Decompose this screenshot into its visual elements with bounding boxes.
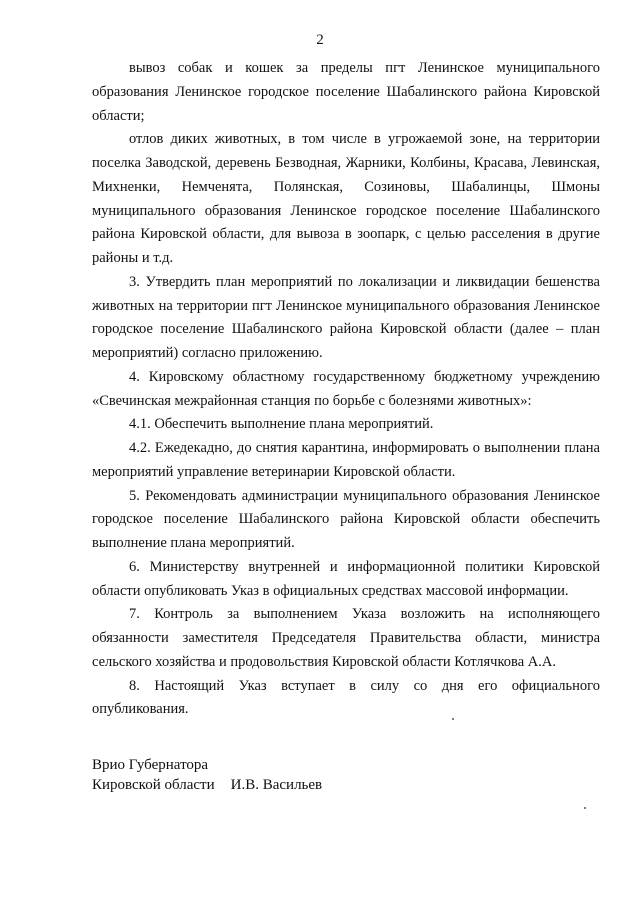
scan-speck	[452, 718, 454, 720]
paragraph: 5. Рекомендовать администрации муниципального образования Ленинское городское поселение Шабалинского района Кировской области обеспечить выполнение плана мероприятий.	[92, 487, 600, 551]
signature-block	[92, 755, 322, 795]
signatory-region: Кировской области	[92, 777, 215, 793]
page-number: 2	[316, 32, 324, 48]
signatory-position: Врио Губернатора	[92, 757, 209, 773]
paragraph: 8. Настоящий Указ вступает в силу со дня его официального опубликования.	[92, 677, 600, 718]
scan-speck	[584, 807, 586, 809]
document-body	[92, 57, 600, 722]
signatory-region-line	[92, 775, 322, 795]
paragraph: 7. Контроль за выполнением Указа возложить на исполняющего обязанности заместителя Председателя Правительства области, министра сельского хозяйства и продовольствия Кировской области Котлячкова А.А.	[92, 606, 600, 670]
paragraph: 6. Министерству внутренней и информационной политики Кировской области опубликовать Указ в официальных средствах массовой информации.	[92, 558, 600, 599]
paragraph: 4.1. Обеспечить выполнение плана мероприятий.	[129, 416, 434, 433]
paragraph: 4. Кировскому областному государственному бюджетному учреждению «Свечинская межрайонная станция по борьбе с болезнями животных»:	[92, 368, 600, 409]
paragraph: отлов диких животных, в том числе в угрожаемой зоне, на территории поселка Заводской, деревень Безводная, Жарники, Колбины, Красава, Левинская, Михненки, Немченята, Полянская, Созиновы, Шабалинцы, Шмоны муниципального образования Ленинское городское поселение Шабалинского района Кировской области, для вывоза в зоопарк, с целью расселения в другие районы и т.д.	[92, 131, 600, 266]
paragraph: 4.2. Ежедекадно, до снятия карантина, информировать о выполнении плана мероприятий управление ветеринарии Кировской области.	[92, 440, 600, 480]
paragraph: вывоз собак и кошек за пределы пгт Ленинское муниципального образования Ленинское городское поселение Шабалинского района Кировской области;	[92, 60, 600, 124]
paragraph: 3. Утвердить план мероприятий по локализации и ликвидации бешенства животных на территории пгт Ленинское муниципального образования Ленинское городское поселение Шабалинского района Кировской области (далее – план мероприятий) согласно приложению.	[92, 273, 600, 361]
signatory-name: И.В. Васильев	[230, 777, 323, 793]
